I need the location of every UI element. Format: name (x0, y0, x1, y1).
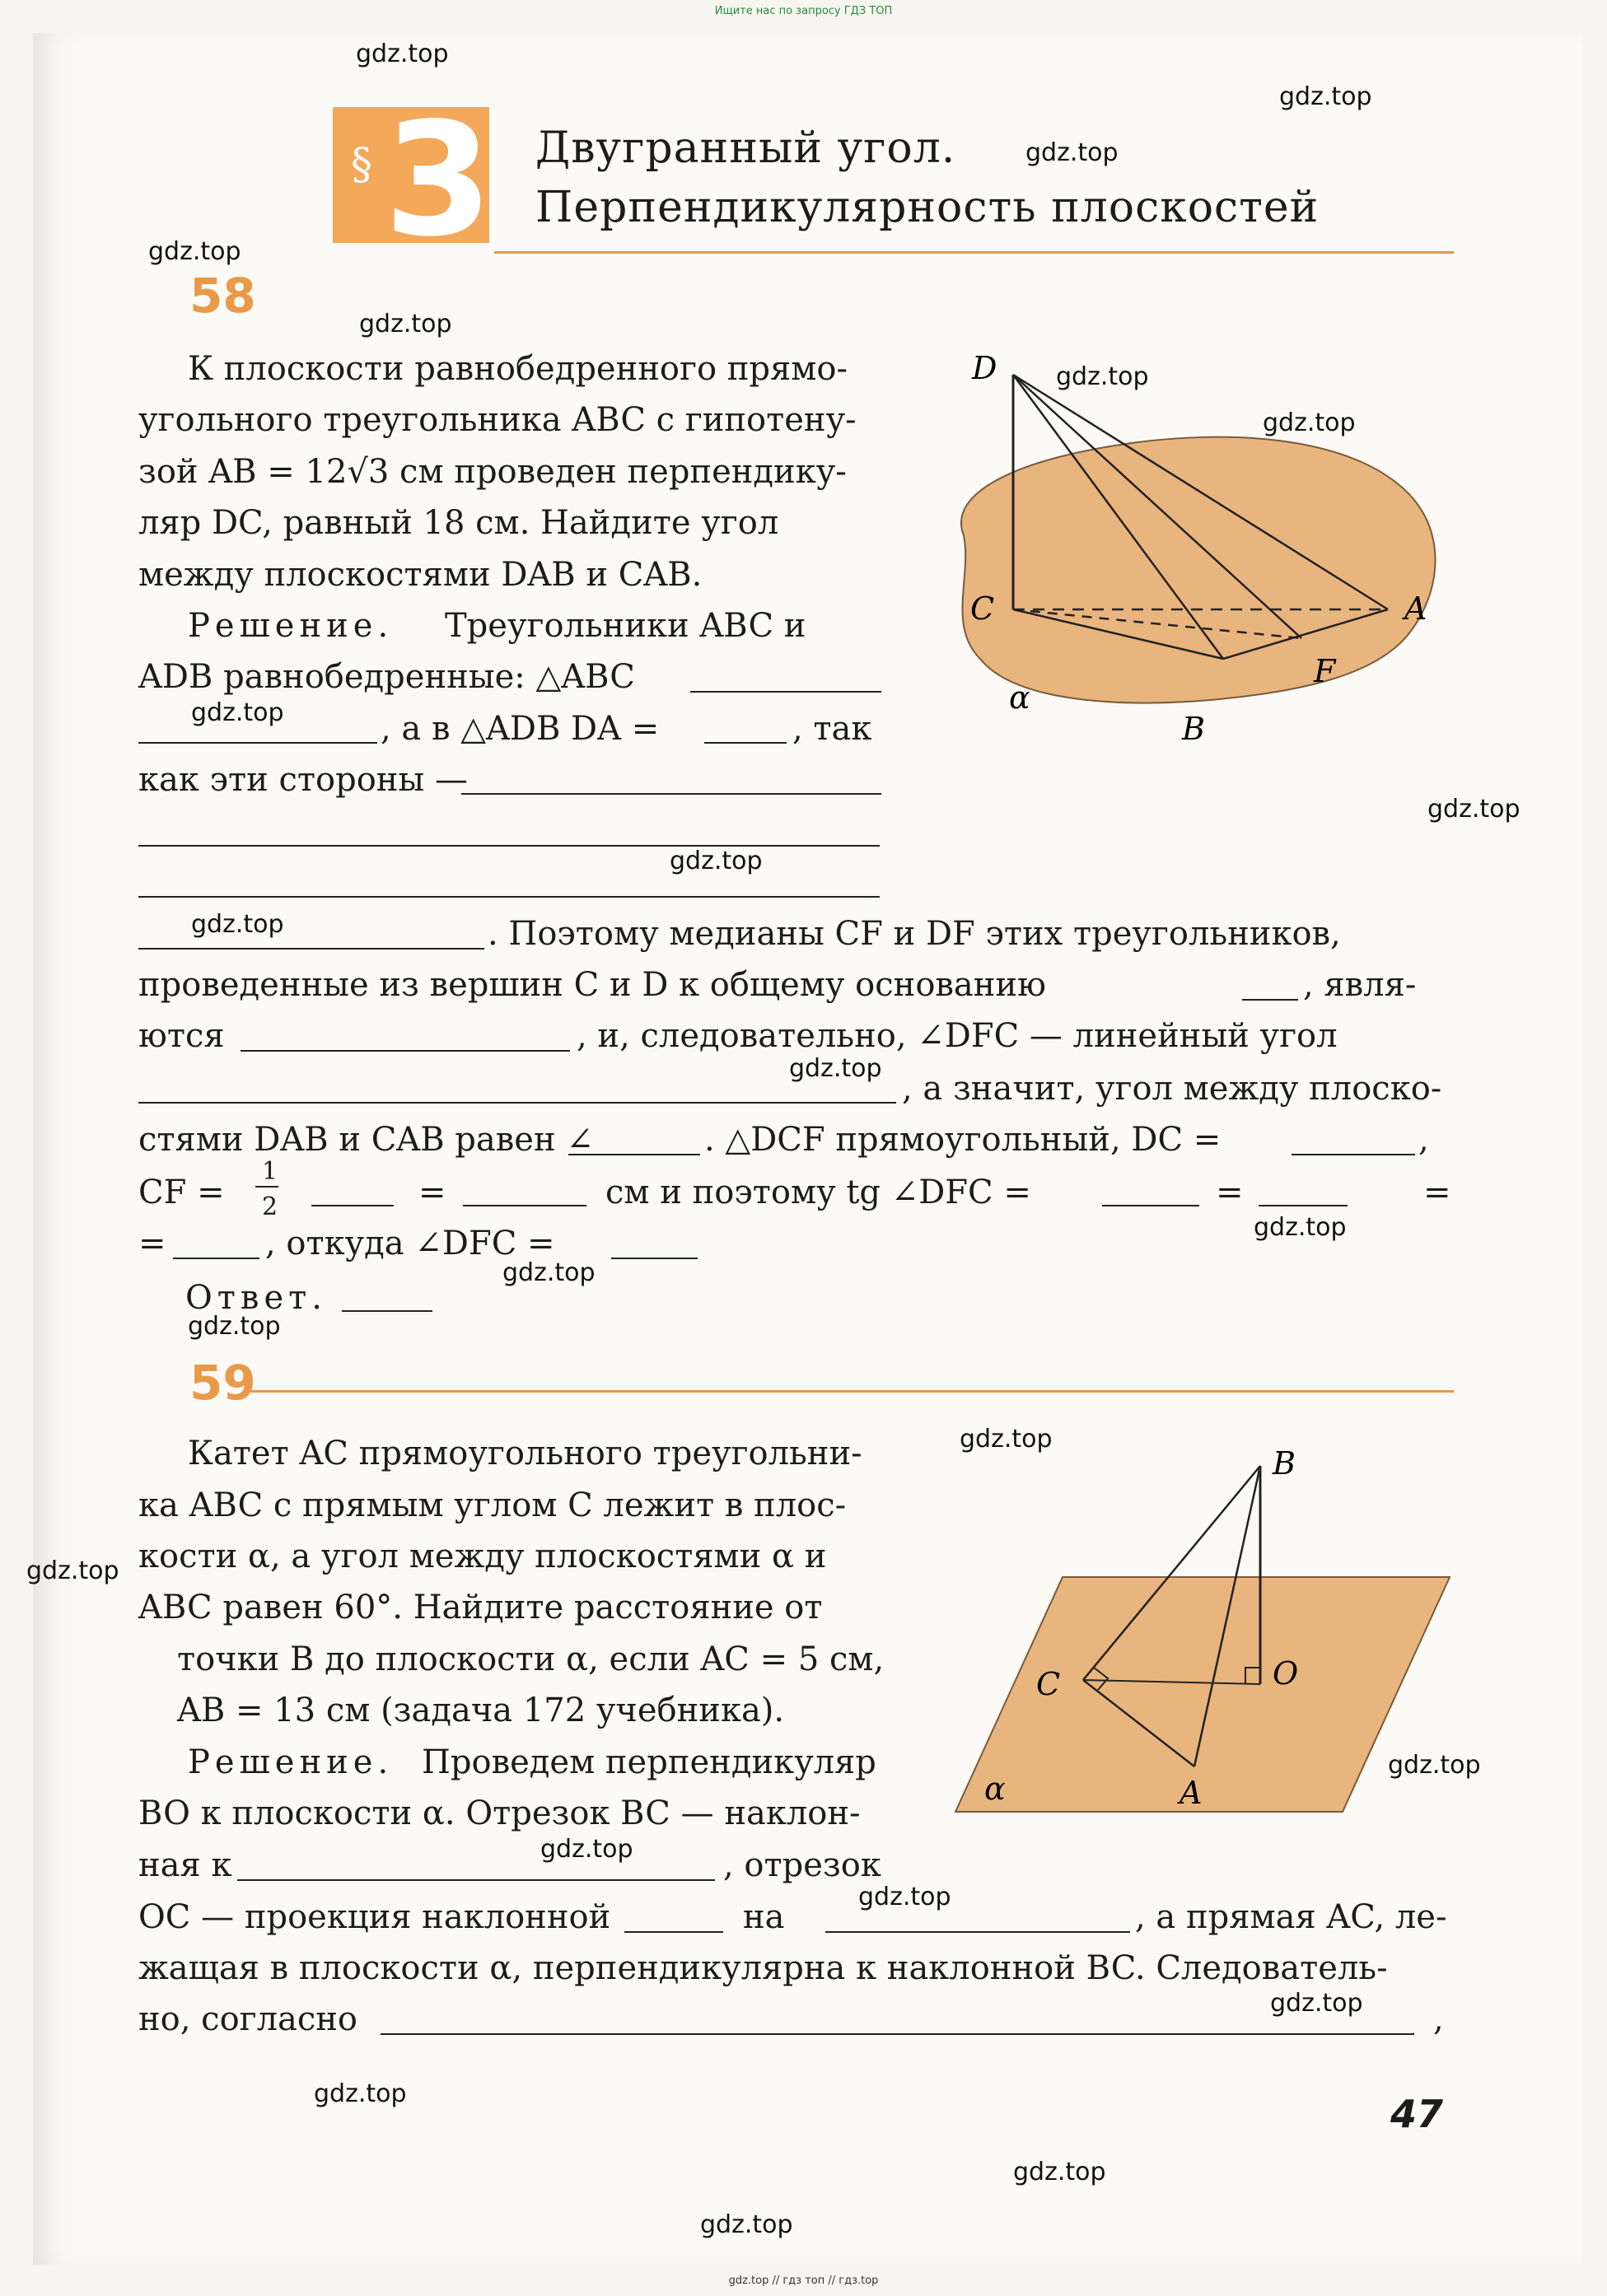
task-58-line: = (1423, 1174, 1451, 1211)
task-58-line: = (1216, 1174, 1244, 1211)
task-58-line: К плоскости равнобедренного прямо- (188, 350, 848, 388)
watermark: gdz.top (789, 1054, 882, 1083)
task-58-line: проведенные из вершин C и D к общему основанию (138, 966, 1046, 1004)
answer-blank[interactable] (138, 741, 377, 744)
section-title-line2: Перпендикулярность плоскостей (535, 183, 1320, 232)
label-C: C (1036, 1666, 1061, 1702)
answer-blank[interactable] (311, 1204, 394, 1206)
task-59-line: но, согласно (138, 2000, 358, 2038)
watermark: gdz.top (1388, 1751, 1481, 1780)
answer-blank[interactable] (463, 1204, 586, 1206)
task-58-line: между плоскостями DAB и CAB. (138, 556, 703, 594)
watermark: gdz.top (1013, 2158, 1106, 2186)
task-59-line: , а прямая AC, ле- (1135, 1898, 1447, 1936)
task-58-line: ляр DC, равный 18 см. Найдите угол (138, 504, 779, 542)
fraction-bar (255, 1186, 278, 1188)
answer-blank[interactable] (690, 690, 881, 693)
watermark: gdz.top (1254, 1213, 1347, 1242)
task-59-line: жащая в плоскости α, перпендикулярна к наклонной BC. Следователь- (138, 1949, 1388, 1987)
answer-blank[interactable] (1242, 998, 1298, 1001)
task-58-line: ADB равнобедренные: △ABC (138, 658, 635, 696)
task-59-line: ная к (138, 1846, 232, 1884)
watermark: gdz.top (191, 698, 284, 727)
task-58-line: как эти стороны — (138, 761, 468, 799)
watermark: gdz.top (1279, 82, 1372, 111)
task-58-line: , и, следовательно, ∠DFC — линейный угол (577, 1017, 1338, 1055)
answer-label: Ответ. (185, 1279, 327, 1317)
answer-blank[interactable] (173, 1257, 259, 1259)
watermark: gdz.top (1270, 1989, 1363, 2018)
answer-blank[interactable] (138, 844, 880, 847)
answer-blank[interactable] (241, 1049, 570, 1052)
task-59-line: BO к плоскости α. Отрезок BC — наклон- (138, 1794, 861, 1832)
task-58-line: . △DCF прямоугольный, DC = (704, 1121, 1222, 1159)
answer-blank[interactable] (138, 947, 484, 950)
label-C: C (970, 590, 995, 627)
task-58-line: , так (792, 710, 872, 748)
section-badge (333, 89, 493, 271)
task-58-line: , (1418, 1121, 1429, 1159)
task-58-line: ются (138, 1017, 225, 1055)
task-58-line: CF = (138, 1174, 225, 1211)
task-59-figure (939, 1433, 1466, 1828)
task-59-line: кости α, а угол между плоскостями α и (138, 1538, 827, 1575)
answer-blank[interactable] (1259, 1204, 1348, 1206)
watermark: gdz.top (1056, 362, 1149, 391)
fraction-numerator: 1 (262, 1157, 278, 1186)
task-58-line: , явля- (1303, 966, 1417, 1004)
task-58-line: зой AB = 12√3 см проведен перпендику- (138, 453, 847, 491)
task-59-line: ка ABC с прямым углом C лежит в плос- (138, 1486, 847, 1524)
watermark: gdz.top (700, 2210, 793, 2239)
label-alpha: α (984, 1771, 1006, 1807)
task-58-line: = (418, 1174, 446, 1211)
label-alpha: α (1009, 679, 1030, 716)
label-D: D (972, 350, 997, 386)
answer-blank[interactable] (1102, 1204, 1199, 1206)
task-59-line: Катет AC прямоугольного треугольни- (188, 1435, 862, 1472)
watermark: gdz.top (1263, 408, 1356, 437)
watermark: gdz.top (359, 310, 452, 338)
answer-blank[interactable] (381, 2032, 1414, 2035)
answer-blank[interactable] (461, 792, 881, 795)
plane-alpha (961, 437, 1436, 703)
watermark: gdz.top (670, 847, 763, 875)
task-58-figure (914, 346, 1474, 774)
answer-blank[interactable] (611, 1257, 698, 1259)
answer-blank[interactable] (568, 1153, 700, 1155)
watermark: gdz.top (1025, 138, 1119, 167)
watermark: gdz.top (858, 1883, 951, 1911)
task-59-line: точки B до плоскости α, если AC = 5 см, (177, 1640, 885, 1678)
top-note: Ищите нас по запросу ГДЗ ТОП (714, 5, 893, 17)
solution-label: Решение. (188, 607, 394, 645)
solution-label: Решение. (188, 1743, 394, 1781)
section-number: 3 (384, 89, 493, 271)
task-59-number: 59 (189, 1355, 256, 1411)
answer-blank[interactable] (825, 1930, 1130, 1933)
label-O: O (1273, 1655, 1299, 1692)
label-F: F (1314, 653, 1336, 689)
task-59-line: , (1433, 2000, 1444, 2038)
watermark: gdz.top (188, 1312, 281, 1341)
plane-alpha (955, 1577, 1450, 1812)
task-59-line: OC — проекция наклонной (138, 1898, 611, 1936)
page-number: 47 (1390, 2092, 1444, 2136)
task-59-rule (247, 1390, 1454, 1393)
task-59-line: , отрезок (723, 1846, 881, 1884)
task-58-line: , а в △ADB DA = (381, 710, 660, 748)
label-B: B (1182, 711, 1205, 747)
answer-blank[interactable] (342, 1309, 432, 1312)
bottom-note: gdz.top // гдз топ // гдз.top (728, 2275, 879, 2287)
watermark: gdz.top (191, 910, 284, 939)
task-58-line: = (138, 1225, 166, 1262)
task-58-number: 58 (189, 268, 256, 324)
answer-blank[interactable] (237, 1878, 715, 1881)
label-A: A (1404, 590, 1427, 627)
section-rule (494, 251, 1454, 254)
task-59-line: ABC равен 60°. Найдите расстояние от (138, 1589, 823, 1626)
watermark: gdz.top (1427, 795, 1521, 824)
task-58-line: угольного треугольника ABC с гипотену- (138, 401, 857, 439)
task-59-line: Проведем перпендикуляр (422, 1743, 876, 1781)
answer-blank[interactable] (624, 1930, 723, 1933)
watermark: gdz.top (960, 1425, 1053, 1454)
watermark: gdz.top (314, 2079, 407, 2108)
watermark: gdz.top (540, 1835, 633, 1864)
task-58-line: см и поэтому tg ∠DFC = (605, 1174, 1031, 1211)
watermark: gdz.top (148, 237, 241, 266)
section-symbol: § (351, 140, 372, 189)
task-58-line: Треугольники ABC и (445, 607, 806, 645)
answer-blank[interactable] (1292, 1153, 1415, 1155)
task-58-line: . Поэтому медианы CF и DF этих треугольников, (488, 915, 1341, 953)
task-58-line: , а значит, угол между плоско- (902, 1070, 1442, 1108)
watermark: gdz.top (356, 40, 449, 68)
answer-blank[interactable] (138, 1101, 896, 1104)
fraction-denominator: 2 (262, 1192, 278, 1221)
label-B: B (1273, 1445, 1296, 1482)
task-59-line: на (743, 1898, 785, 1936)
watermark: gdz.top (502, 1258, 596, 1287)
watermark: gdz.top (26, 1556, 119, 1585)
section-title-line1: Двугранный угол. (535, 124, 956, 173)
task-59-line: AB = 13 см (задача 172 учебника). (177, 1692, 785, 1729)
task-58-line: стями DAB и CAB равен ∠ (138, 1121, 594, 1159)
answer-blank[interactable] (138, 895, 880, 898)
label-A: A (1180, 1775, 1203, 1811)
task-58-line: , откуда ∠DFC = (265, 1225, 555, 1262)
answer-blank[interactable] (704, 741, 787, 744)
